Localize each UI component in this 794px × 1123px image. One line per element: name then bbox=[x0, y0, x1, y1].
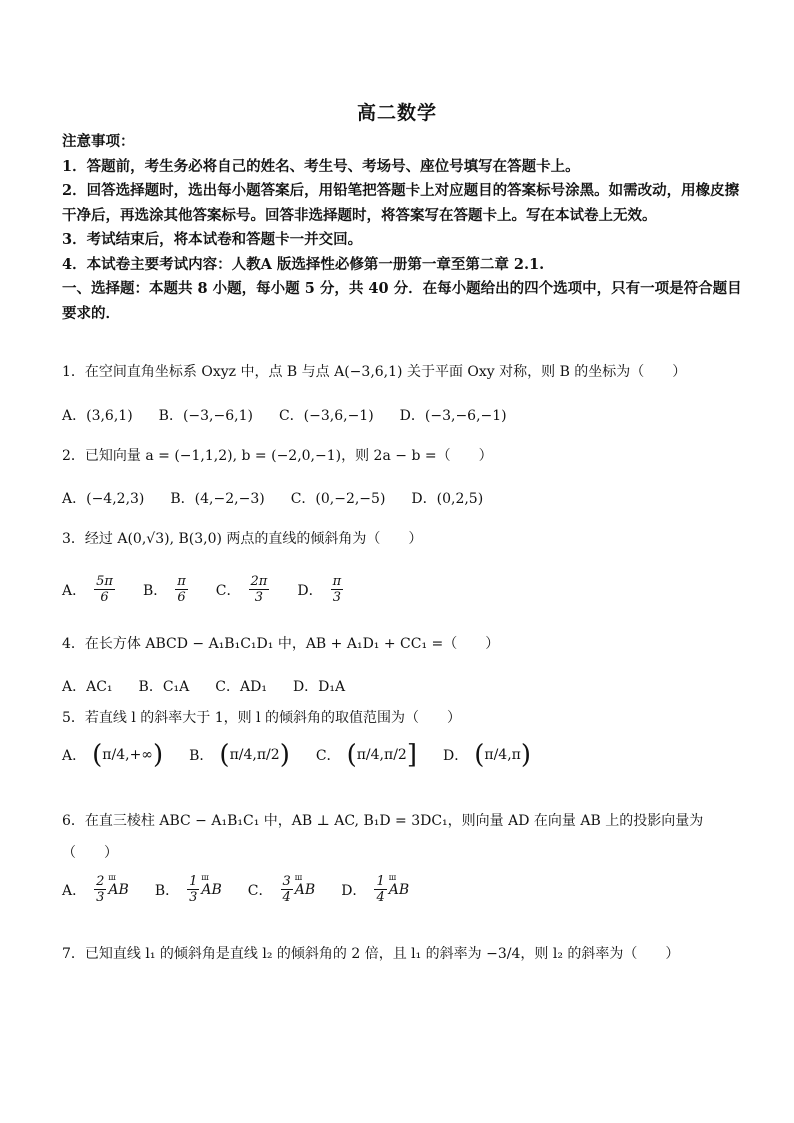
notice-item-1: 1．答题前，考生务必将自己的姓名、考生号、考场号、座位号填写在答题卡上。 bbox=[62, 157, 580, 175]
q1-option-a: A．(3,6,1) bbox=[62, 408, 133, 424]
q4-option-d: D．D₁A bbox=[292, 679, 346, 695]
q3-option-a: A． $\frac{5\pi}{6}$ bbox=[62, 574, 113, 605]
q4-option-c: C．AD₁ bbox=[215, 679, 267, 695]
question-3-options bbox=[62, 574, 742, 605]
question-6-options bbox=[62, 874, 742, 905]
q1-option-d: D．(−3,−6,−1) bbox=[399, 408, 507, 424]
q2-option-a: A．(−4,2,3) bbox=[62, 491, 145, 507]
question-2-options bbox=[62, 488, 742, 508]
q6-option-a: A． $\frac{2}{3}$ ш AB bbox=[62, 874, 129, 905]
question-2-stem: 2．已知向量 a = (−1,1,2), b = (−2,0,−1)，则 2a − b =（ ） bbox=[62, 448, 493, 464]
q4-option-a: A．AC₁ bbox=[62, 679, 113, 695]
notice-item-4: 4．本试卷主要考试内容：人教A 版选择性必修第一册第一章至第二章 2.1. bbox=[62, 255, 545, 273]
q1-option-b: B．(−3,−6,1) bbox=[158, 408, 253, 424]
q2-option-c: C．(0,−2,−5) bbox=[290, 491, 386, 507]
question-5-options bbox=[62, 742, 742, 768]
question-1-options bbox=[62, 405, 742, 425]
q5-option-d: D． ( π/4 , π ) bbox=[442, 740, 532, 770]
q4-option-b: B．C₁A bbox=[138, 679, 190, 695]
notice-item-2: 2．回答选择题时，选出每小题答案后，用铅笔把答题卡上对应题目的答案标号涂黑。如需改动，用橡皮擦干净后，再选涂其他答案标号。回答非选择题时，将答案写在答题卡上。写在本试卷上无效。 bbox=[62, 182, 740, 224]
page-title: 高二数学 bbox=[356, 102, 437, 124]
section-heading: 一、选择题：本题共 8 小题，每小题 5 分，共 40 分．在每小题给出的四个选项中，只有一项是符合题目要求的． bbox=[62, 280, 742, 322]
question-3-stem: 3．经过 A(0,√3), B(3,0) 两点的直线的倾斜角为（ ） bbox=[62, 531, 423, 547]
question-7-stem: 7．已知直线 l₁ 的倾斜角是直线 l₂ 的倾斜角的 2 倍，且 l₁ 的斜率为 −3/4，则 l₂ 的斜率为（ ） bbox=[62, 946, 680, 962]
q6-option-c: C． $\frac{3}{4}$ ш AB bbox=[248, 874, 315, 905]
question-4-stem: 4．在长方体 ABCD − A₁B₁C₁D₁ 中，AB + A₁D₁ + CC₁ =（ ） bbox=[62, 636, 500, 652]
question-5-stem: 5．若直线 l 的斜率大于 1，则 l 的倾斜角的取值范围为（ ） bbox=[62, 710, 462, 726]
q2-option-d: D．(0,2,5) bbox=[411, 491, 484, 507]
q1-option-c: C．(−3,6,−1) bbox=[278, 408, 374, 424]
q3-option-d: D． $\frac{\pi}{3}$ bbox=[297, 574, 342, 605]
notice-heading: 注意事项： bbox=[62, 133, 135, 150]
q3-option-c: C． $\frac{2\pi}{3}$ bbox=[215, 574, 268, 605]
notice-item-3: 3．考试结束后，将本试卷和答题卡一并交回。 bbox=[62, 231, 363, 248]
q6-option-d: D． $\frac{1}{4}$ ш AB bbox=[341, 874, 409, 905]
q2-option-b: B．(4,−2,−3) bbox=[170, 491, 265, 507]
question-4-options bbox=[62, 676, 742, 696]
q5-option-c: C． ( π/4 , π/2 ] bbox=[315, 740, 417, 770]
question-1-stem: 1．在空间直角坐标系 Oxyz 中，点 B 与点 A(−3,6,1) 关于平面 Oxy 对称，则 B 的坐标为（ ） bbox=[62, 364, 687, 380]
q5-option-b: B． ( π/4 , π/2 ) bbox=[189, 740, 290, 770]
q5-option-a: A． ( π/4 , +∞ ) bbox=[62, 740, 164, 770]
notice-block bbox=[62, 130, 742, 326]
q3-option-b: B． $\frac{\pi}{6}$ bbox=[142, 574, 186, 605]
q6-option-b: B． $\frac{1}{3}$ ш AB bbox=[155, 874, 222, 905]
question-6-stem: 6．在直三棱柱 ABC − A₁B₁C₁ 中，AB ⊥ AC, B₁D = 3DC₁，则向量 AD 在向量 AB 上的投影向量为（ ） bbox=[62, 813, 704, 861]
